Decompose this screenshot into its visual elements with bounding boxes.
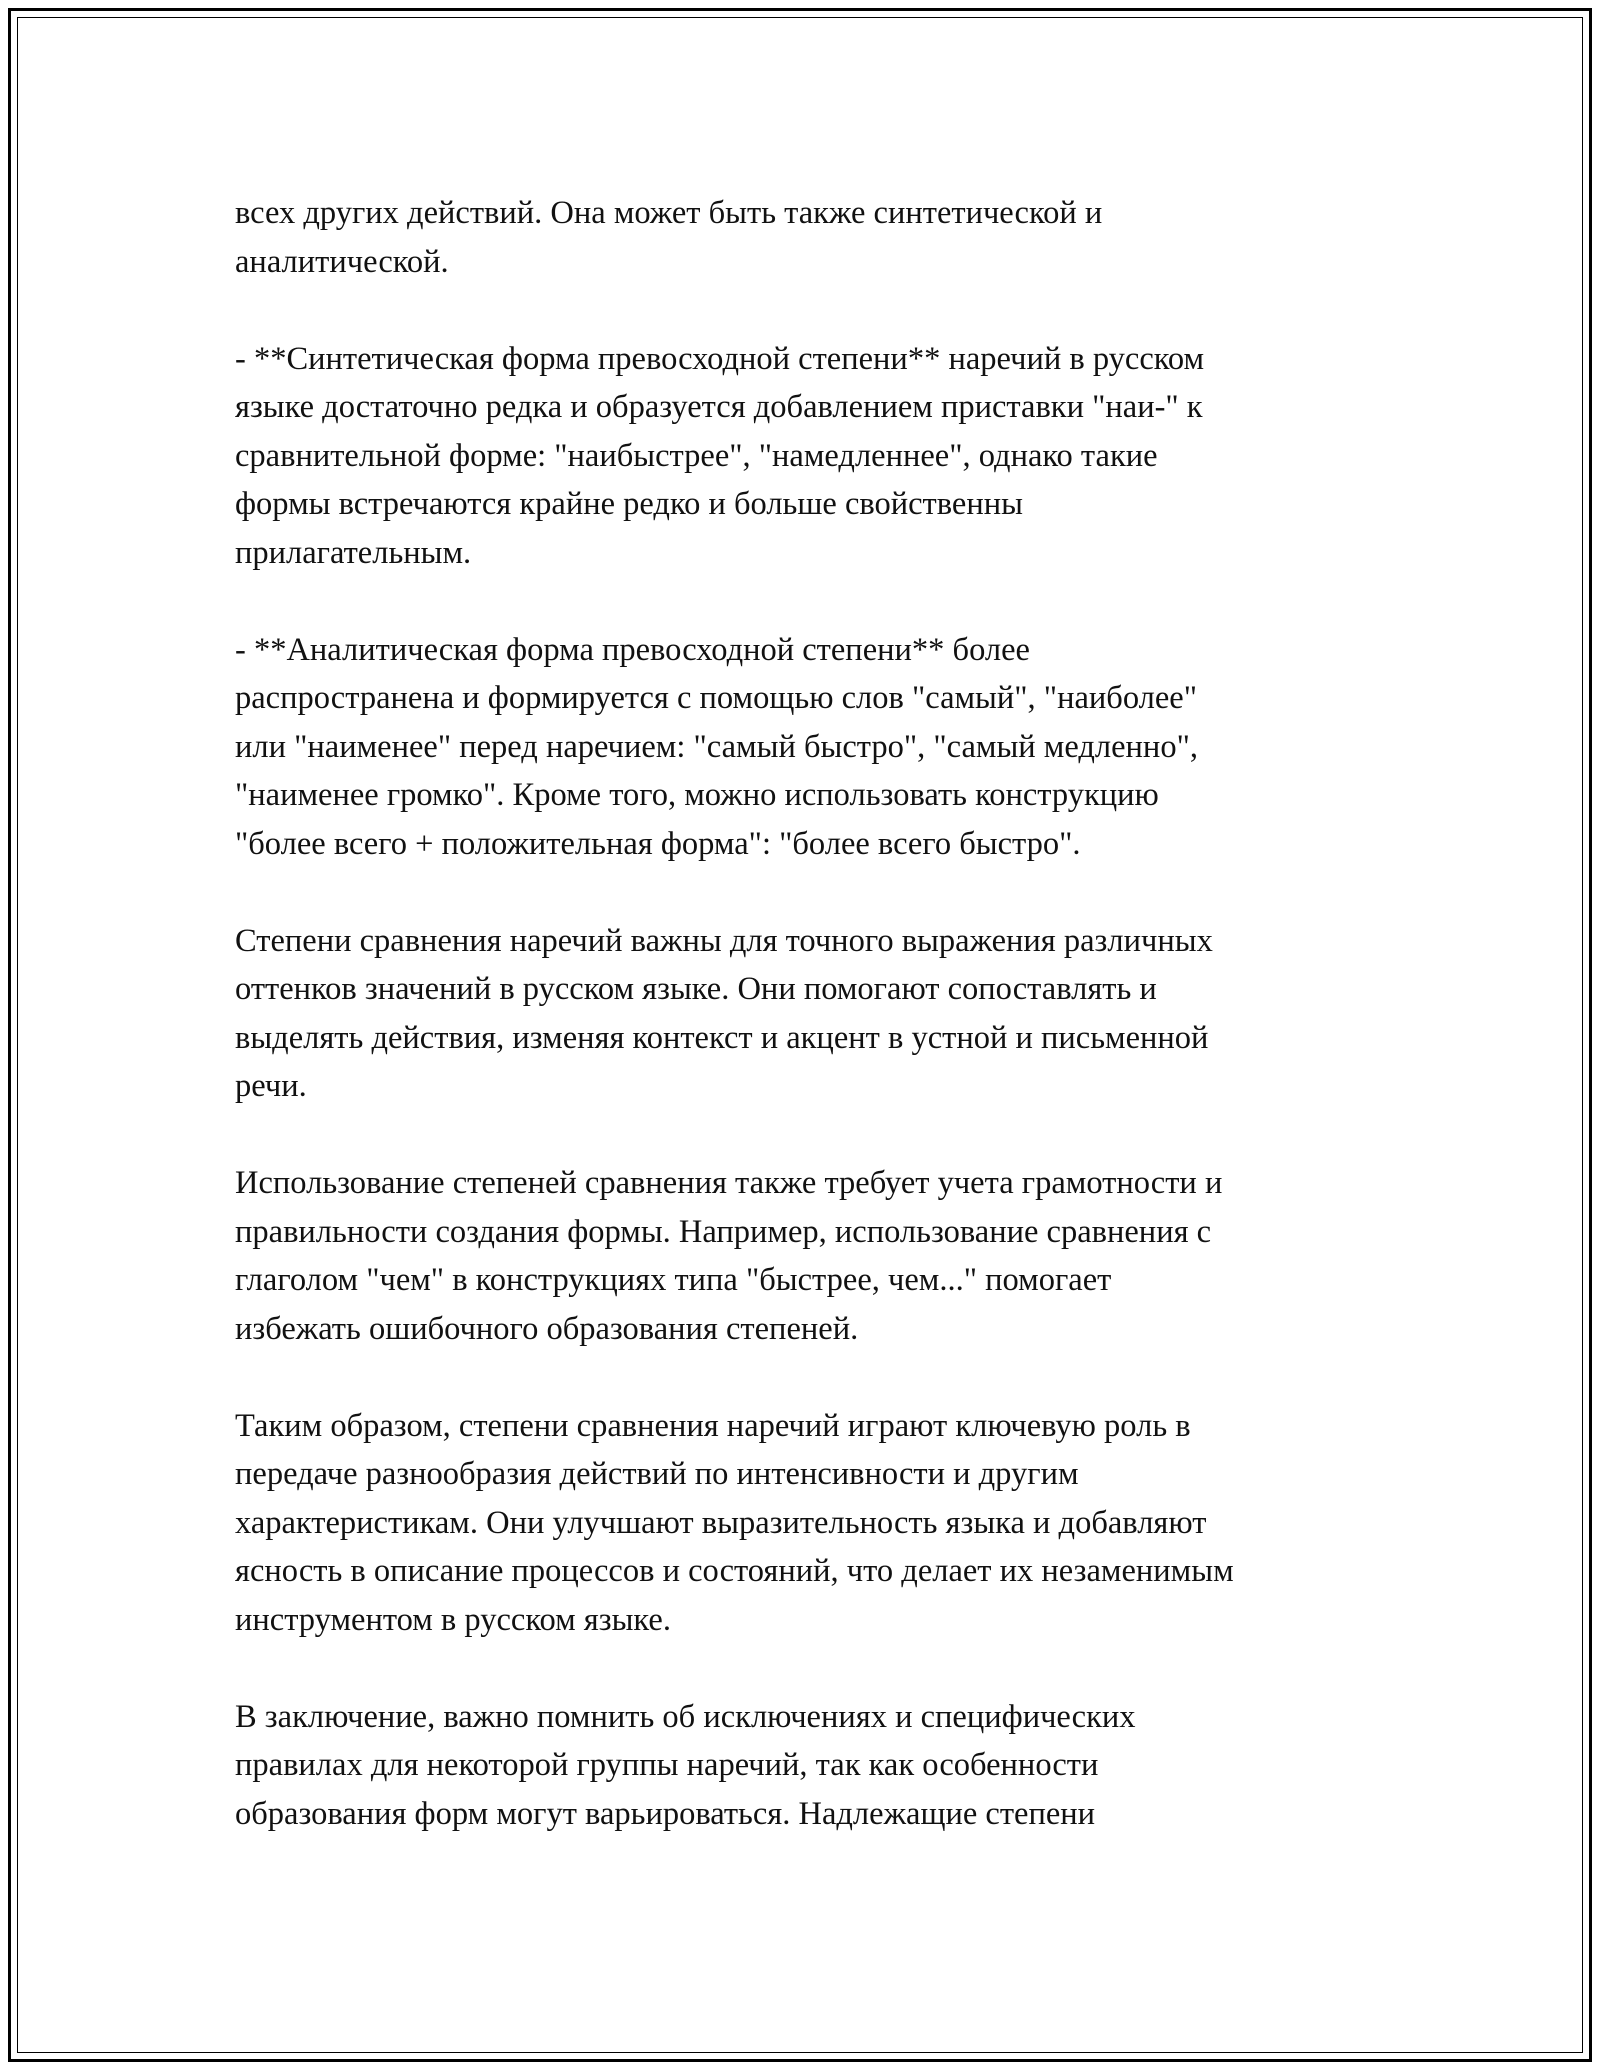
paragraph-importance: Степени сравнения наречий важны для точного выражения различных оттенков значений в русском языке. Они помогают сопоставлять и выделять действия, изменяя контекст и акцент в устной и письменной речи.: [235, 922, 1213, 1104]
paragraph-usage: Использование степеней сравнения также требует учета грамотности и правильности создания формы. Например, использование сравнения с глаголом "чем" в конструкциях типа "быстрее, чем..." помогает избежать ошибочного образования степеней.: [235, 1165, 1223, 1347]
paragraph-synthetic-form: - **Синтетическая форма превосходной степени** наречий в русском языке достаточно редка и образуется добавлением приставки "наи-" к сравнительной форме: "наибыстрее", "намедленнее", однако такие формы встречаются крайне редко и больше свойственны прилагательным.: [235, 340, 1205, 571]
paragraph-analytic-form: - **Аналитическая форма превосходной степени** более распространена и формируется с помощью слов "самый", "наиболее" или "наименее" перед наречием: "самый быстро", "самый медленно", "наименее громко". Кроме того, можно использовать конструкцию "более всего + положительная форма": "более всего быстро".: [235, 631, 1198, 862]
document-body: [235, 189, 1385, 1838]
paragraph-continuation: всех других действий. Она может быть также синтетической и аналитической.: [235, 195, 1103, 280]
paragraph-conclusion: В заключение, важно помнить об исключениях и специфических правилах для некоторой группы наречий, так как особенности образования форм могут варьироваться. Надлежащие степени: [235, 1698, 1136, 1832]
paragraph-summary: Таким образом, степени сравнения наречий играют ключевую роль в передаче разнообразия действий по интенсивности и другим характеристикам. Они улучшают выразительность языка и добавляют ясность в описание процессов и состояний, что делает их незаменимым инструментом в русском языке.: [235, 1407, 1234, 1638]
